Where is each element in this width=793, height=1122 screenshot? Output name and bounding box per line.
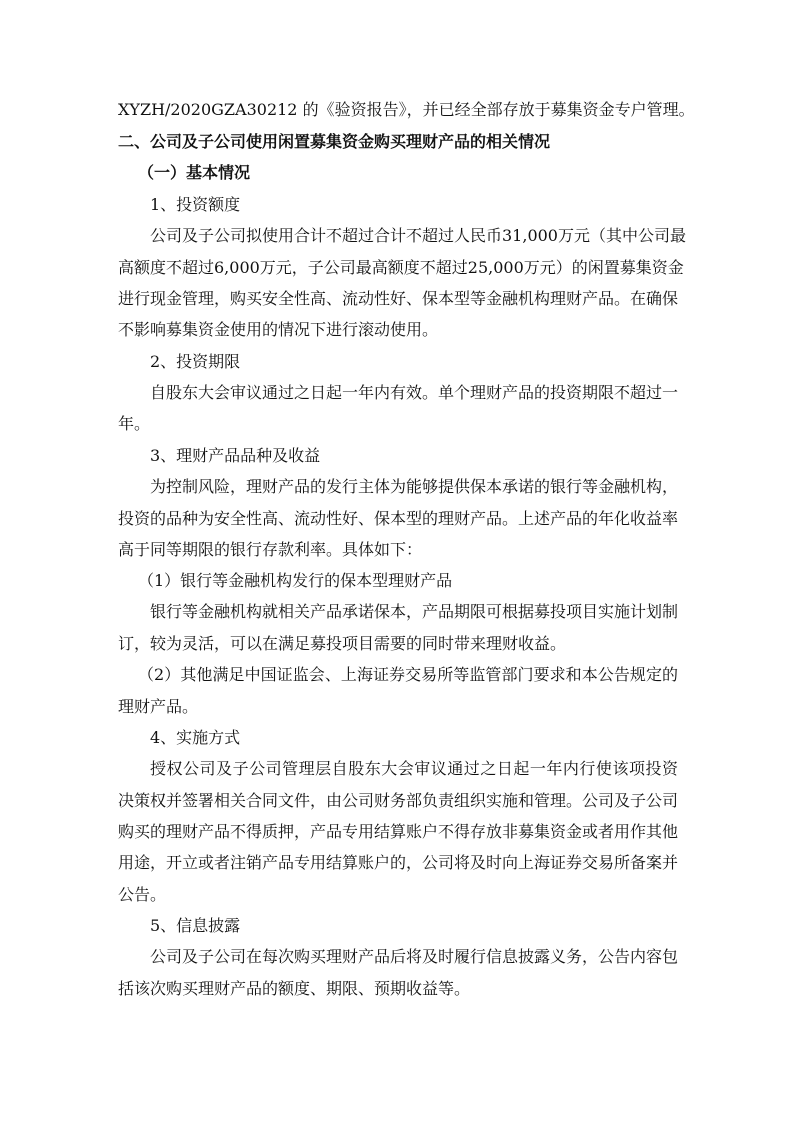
item-heading-product-types: 3、理财产品品种及收益 [150, 446, 321, 465]
section-heading: 二、公司及子公司使用闲置募集资金购买理财产品的相关情况 [118, 132, 551, 151]
paragraph-line: 购买的理财产品不得质押，产品专用结算账户不得存放非募集资金或者用作其他 [118, 822, 679, 841]
paragraph-line: 决策权并签署相关合同文件，由公司财务部负责组织实施和管理。公司及子公司 [118, 791, 679, 810]
paragraph-line: 理财产品。 [118, 697, 199, 716]
paragraph-line: 订，较为灵活，可以在满足募投项目需要的同时带来理财收益。 [118, 634, 567, 653]
paragraph-line: 进行现金管理，购买安全性高、流动性好、保本型等金融机构理财产品。在确保 [118, 289, 679, 308]
item-heading-disclosure: 5、信息披露 [150, 916, 241, 935]
paragraph-line: 年。 [118, 414, 151, 433]
paragraph-line: 公司及子公司拟使用合计不超过合计不超过人民币31,000万元（其中公司最 [150, 226, 686, 245]
paragraph-line: 自股东大会审议通过之日起一年内有效。单个理财产品的投资期限不超过一 [150, 383, 679, 402]
paragraph-line: 高于同等期限的银行存款利率。具体如下： [118, 540, 423, 559]
item-heading-investment-amount: 1、投资额度 [150, 195, 241, 214]
paragraph-line: 授权公司及子公司管理层自股东大会审议通过之日起一年内行使该项投资 [150, 759, 678, 778]
paragraph-line: 投资的品种为安全性高、流动性好、保本型的理财产品。上述产品的年化收益率 [118, 509, 679, 528]
item-heading-implementation: 4、实施方式 [150, 728, 241, 747]
paragraph-line: 公司及子公司在每次购买理财产品后将及时履行信息披露义务，公告内容包 [150, 947, 679, 966]
paragraph-line: 括该次购买理财产品的额度、期限、预期收益等。 [118, 979, 471, 998]
paragraph-line: XYZH/2020GZA30212 的《验资报告》，并已经全部存放于募集资金专户管理。 [118, 100, 695, 119]
paragraph-line: 公告。 [118, 885, 167, 904]
paragraph-line: 银行等金融机构就相关产品承诺保本，产品期限可根据募投项目实施计划制 [150, 602, 679, 621]
paragraph-line: 不影响募集资金使用的情况下进行滚动使用。 [118, 320, 439, 339]
list-item-2: （2）其他满足中国证监会、上海证券交易所等监管部门要求和本公告规定的 [138, 665, 678, 684]
paragraph-line: 高额度不超过6,000万元，子公司最高额度不超过25,000万元）的闲置募集资金 [118, 258, 684, 277]
paragraph-line: 为控制风险，理财产品的发行主体为能够提供保本承诺的银行等金融机构， [150, 477, 679, 496]
subsection-heading: （一）基本情况 [138, 163, 251, 182]
list-item-1: （1）银行等金融机构发行的保本型理财产品 [138, 571, 453, 590]
item-heading-investment-period: 2、投资期限 [150, 352, 241, 371]
paragraph-line: 用途，开立或者注销产品专用结算账户的，公司将及时向上海证券交易所备案并 [118, 853, 679, 872]
